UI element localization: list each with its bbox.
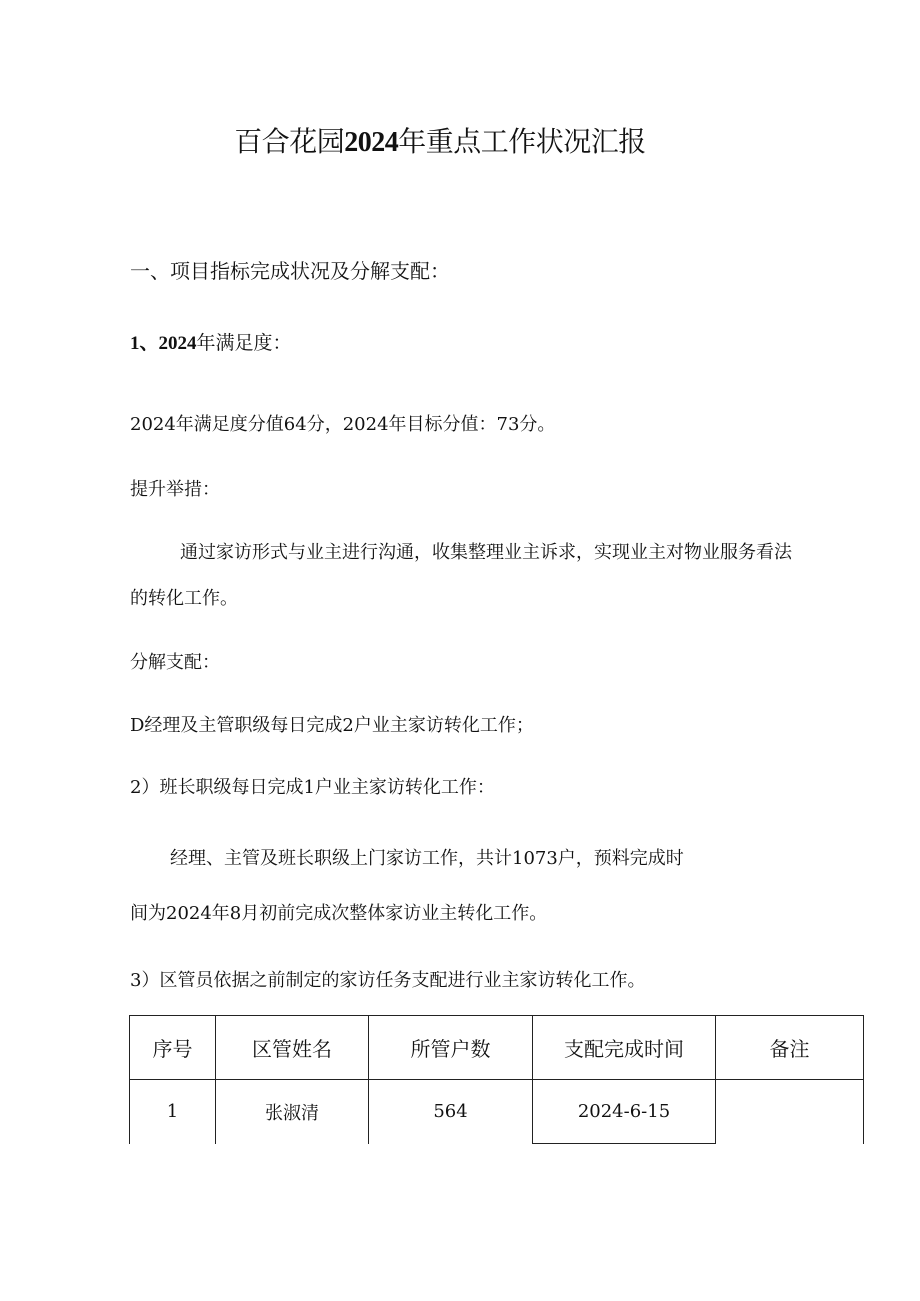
subsection-number: 1、2024 (130, 333, 197, 354)
title-suffix: 年重点工作状况汇报 (398, 125, 646, 158)
cell-notes (716, 1080, 864, 1144)
header-index: 序号 (130, 1016, 216, 1080)
title-prefix: 百合花园 (234, 125, 345, 158)
list-item-3: 3）区管员依据之前制定的家访任务支配进行业主家访转化工作。 (130, 970, 646, 991)
section-heading: 一、项目指标完成状况及分解支配： (130, 259, 450, 283)
paragraph-measures-line-1: 通过家访形式与业主进行沟通，收集整理业主诉求，实现业主对物业服务看法 (180, 542, 792, 563)
paragraph-measures-line-2: 的转化工作。 (130, 588, 238, 609)
table-row (130, 1080, 864, 1144)
header-manager-name: 区管姓名 (216, 1016, 369, 1080)
header-notes: 备注 (716, 1016, 864, 1080)
paragraph-visits-line-1: 经理、主管及班长职级上门家访工作，共计1073户，预料完成时 (170, 848, 684, 869)
cell-manager-name: 张淑清 (216, 1080, 369, 1144)
subsection-heading (130, 328, 292, 355)
header-completion-date: 支配完成时间 (533, 1016, 716, 1080)
list-item-2: 2）班长职级每日完成1户业主家访转化工作： (130, 777, 495, 798)
table-header-row (130, 1016, 864, 1080)
document-title (0, 120, 880, 160)
header-household-count: 所管户数 (369, 1016, 533, 1080)
paragraph-score: 2024年满足度分值64分，2024年目标分值：73分。 (130, 414, 556, 435)
title-year: 2024 (344, 127, 399, 158)
paragraph-visits-line-2: 间为2024年8月初前完成次整体家访业主转化工作。 (130, 903, 548, 924)
cell-index: 1 (130, 1080, 216, 1144)
list-item-1: D经理及主管职级每日完成2户业主家访转化工作； (130, 715, 534, 736)
paragraph-breakdown-label: 分解支配： (130, 652, 220, 673)
cell-completion-date: 2024-6-15 (533, 1080, 716, 1144)
cell-household-count: 564 (369, 1080, 533, 1144)
paragraph-measures-label: 提升举措： (130, 479, 220, 500)
subsection-heading-text: 年满足度： (196, 332, 292, 354)
assignment-table (129, 1015, 864, 1144)
